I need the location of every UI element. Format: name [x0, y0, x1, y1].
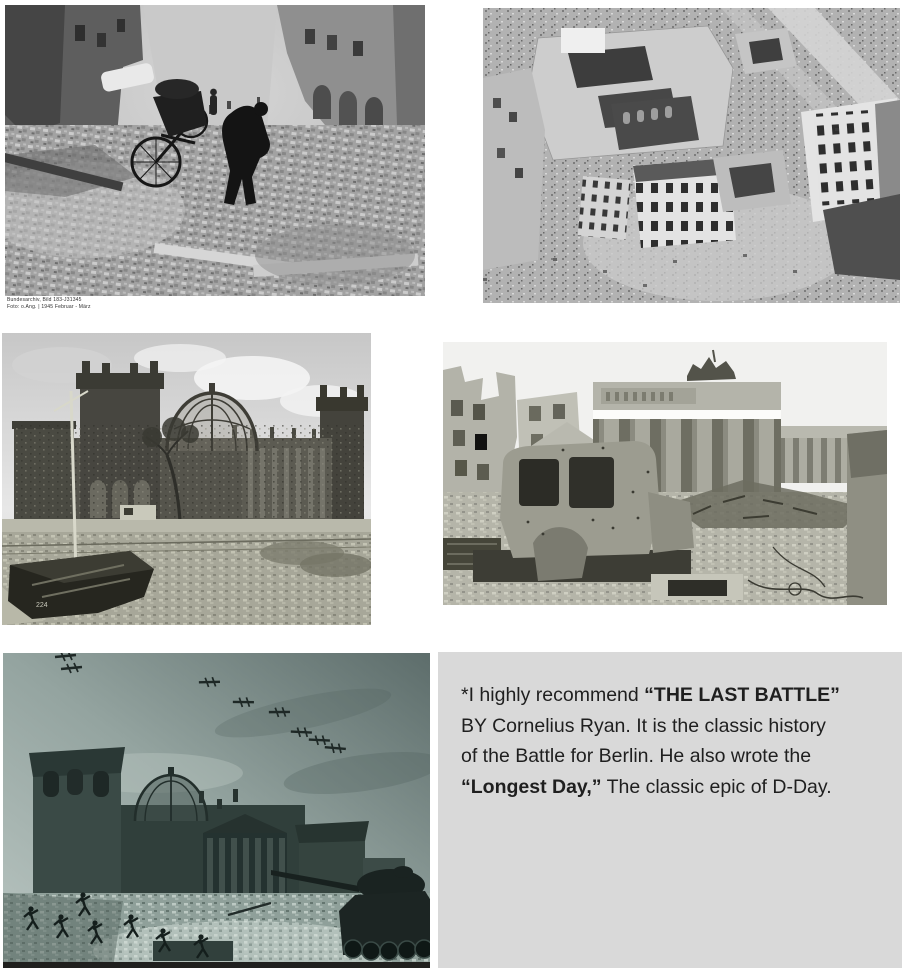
archive-caption-line-1: Bundesarchiv, Bild 183-J31345: [7, 297, 82, 303]
note-line-4: [461, 772, 888, 803]
photo-reichstag-assault: [3, 653, 430, 968]
vehicle-number: 224: [36, 602, 48, 609]
brandenburg-gate-art: [443, 342, 887, 605]
street-rubble-art: [5, 5, 425, 296]
standing-figure: [210, 89, 217, 115]
note-line-1: [461, 680, 888, 711]
note-text-bold: “Longest Day,”: [461, 775, 602, 798]
note-line-2: [461, 711, 888, 742]
left-edge-ruins: [483, 68, 545, 270]
pillar-top: [847, 430, 887, 478]
photo-brandenburg-gate-ruins: [443, 342, 887, 605]
note-text: BY Cornelius Ryan. It is the classic history: [461, 714, 826, 737]
manhole-frame: [651, 574, 743, 600]
archive-caption-line-2: Foto: o.Ang. | 1945 Februar - März: [7, 303, 91, 310]
white-band: [593, 410, 781, 419]
photo-reichstag-ruins: [2, 333, 371, 625]
photo-berlin-street-rubble: [5, 5, 425, 296]
note-text: of the Battle for Berlin. He also wrote the: [461, 745, 812, 767]
photo-bottom-strip: [3, 962, 430, 968]
archive-caption: [7, 297, 91, 310]
book-recommendation-note: [438, 652, 902, 968]
note-text-bold: “THE LAST BATTLE”: [644, 684, 840, 706]
note-text: The classic epic of D-Day.: [601, 775, 832, 798]
aerial-ruins-art: [483, 8, 900, 303]
reichstag-ruins-art: [2, 333, 371, 625]
reichstag-assault-art: [3, 653, 430, 968]
note-text: *I highly recommend: [461, 684, 645, 706]
photo-berlin-aerial-ruins: [483, 8, 900, 303]
note-line-3: [461, 741, 888, 772]
